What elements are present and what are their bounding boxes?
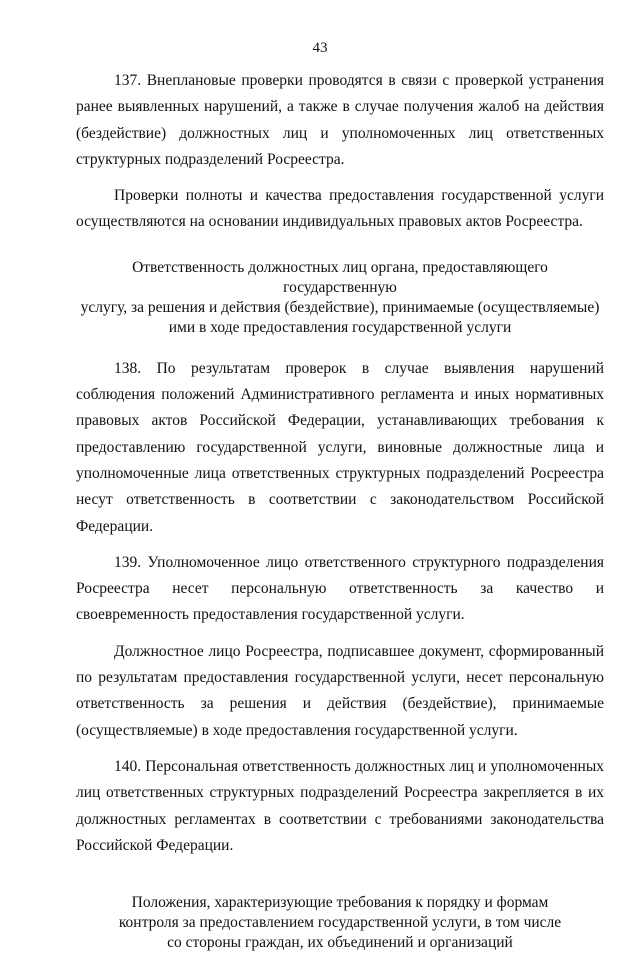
paragraph-137-continued: Проверки полноты и качества предоставления государственной услуги осуществляются на основании индивидуальных правовых актов Росреестра. (76, 187, 604, 231)
paragraph-140: 140. Персональная ответственность должностных лиц и уполномоченных лиц ответственных структурных подразделений Росреестра закрепляется в их должностных регламентах в соответствии с требованиями законодательства Российской Федерации. (76, 757, 604, 854)
page-number: 43 (312, 40, 328, 56)
section-heading-control (76, 893, 604, 953)
heading-line: контроля за предоставлением государственной услуги, в том числе (118, 914, 562, 932)
heading-line: Положения, характеризующие требования к порядку и формам (131, 894, 549, 912)
section-heading-responsibility (76, 258, 604, 338)
document-body (76, 68, 604, 953)
paragraph-139-continued: Должностное лицо Росреестра, подписавшее документ, сформированный по результатам предоставления государственной услуги, несет персональную ответственность за решения и действия (бездействие), принимаемые (осуществляемые) в ходе предоставления государственной услуги. (76, 642, 604, 739)
paragraph-137: 137. Внеплановые проверки проводятся в связи с проверкой устранения ранее выявленных нарушений, а также в случае получения жалоб на действия (бездействие) должностных лиц и уполномоченных лиц ответственных структурных подразделений Росреестра. (76, 72, 604, 168)
heading-line: услугу, за решения и действия (бездействие), принимаемые (осуществляемые) (80, 298, 600, 316)
heading-line: Ответственность должностных лиц органа, предоставляющего государственную (132, 258, 548, 296)
paragraph-139: 139. Уполномоченное лицо ответственного структурного подразделения Росреестра несет персональную ответственность за качество и своевременность предоставления государственной услуги. (76, 553, 604, 624)
heading-line: со стороны граждан, их объединений и организаций (167, 934, 513, 952)
paragraph-138: 138. По результатам проверок в случае выявления нарушений соблюдения положений Административного регламента и иных нормативных правовых актов Российской Федерации, устанавливающих требования к предоставлению государственной услуги, виновные должностные лица и уполномоченные лица ответственных структурных подразделений Росреестра несут ответственность в соответствии с законодательством Российской Федерации. (76, 359, 604, 535)
heading-line: ими в ходе предоставления государственной услуги (168, 318, 512, 336)
